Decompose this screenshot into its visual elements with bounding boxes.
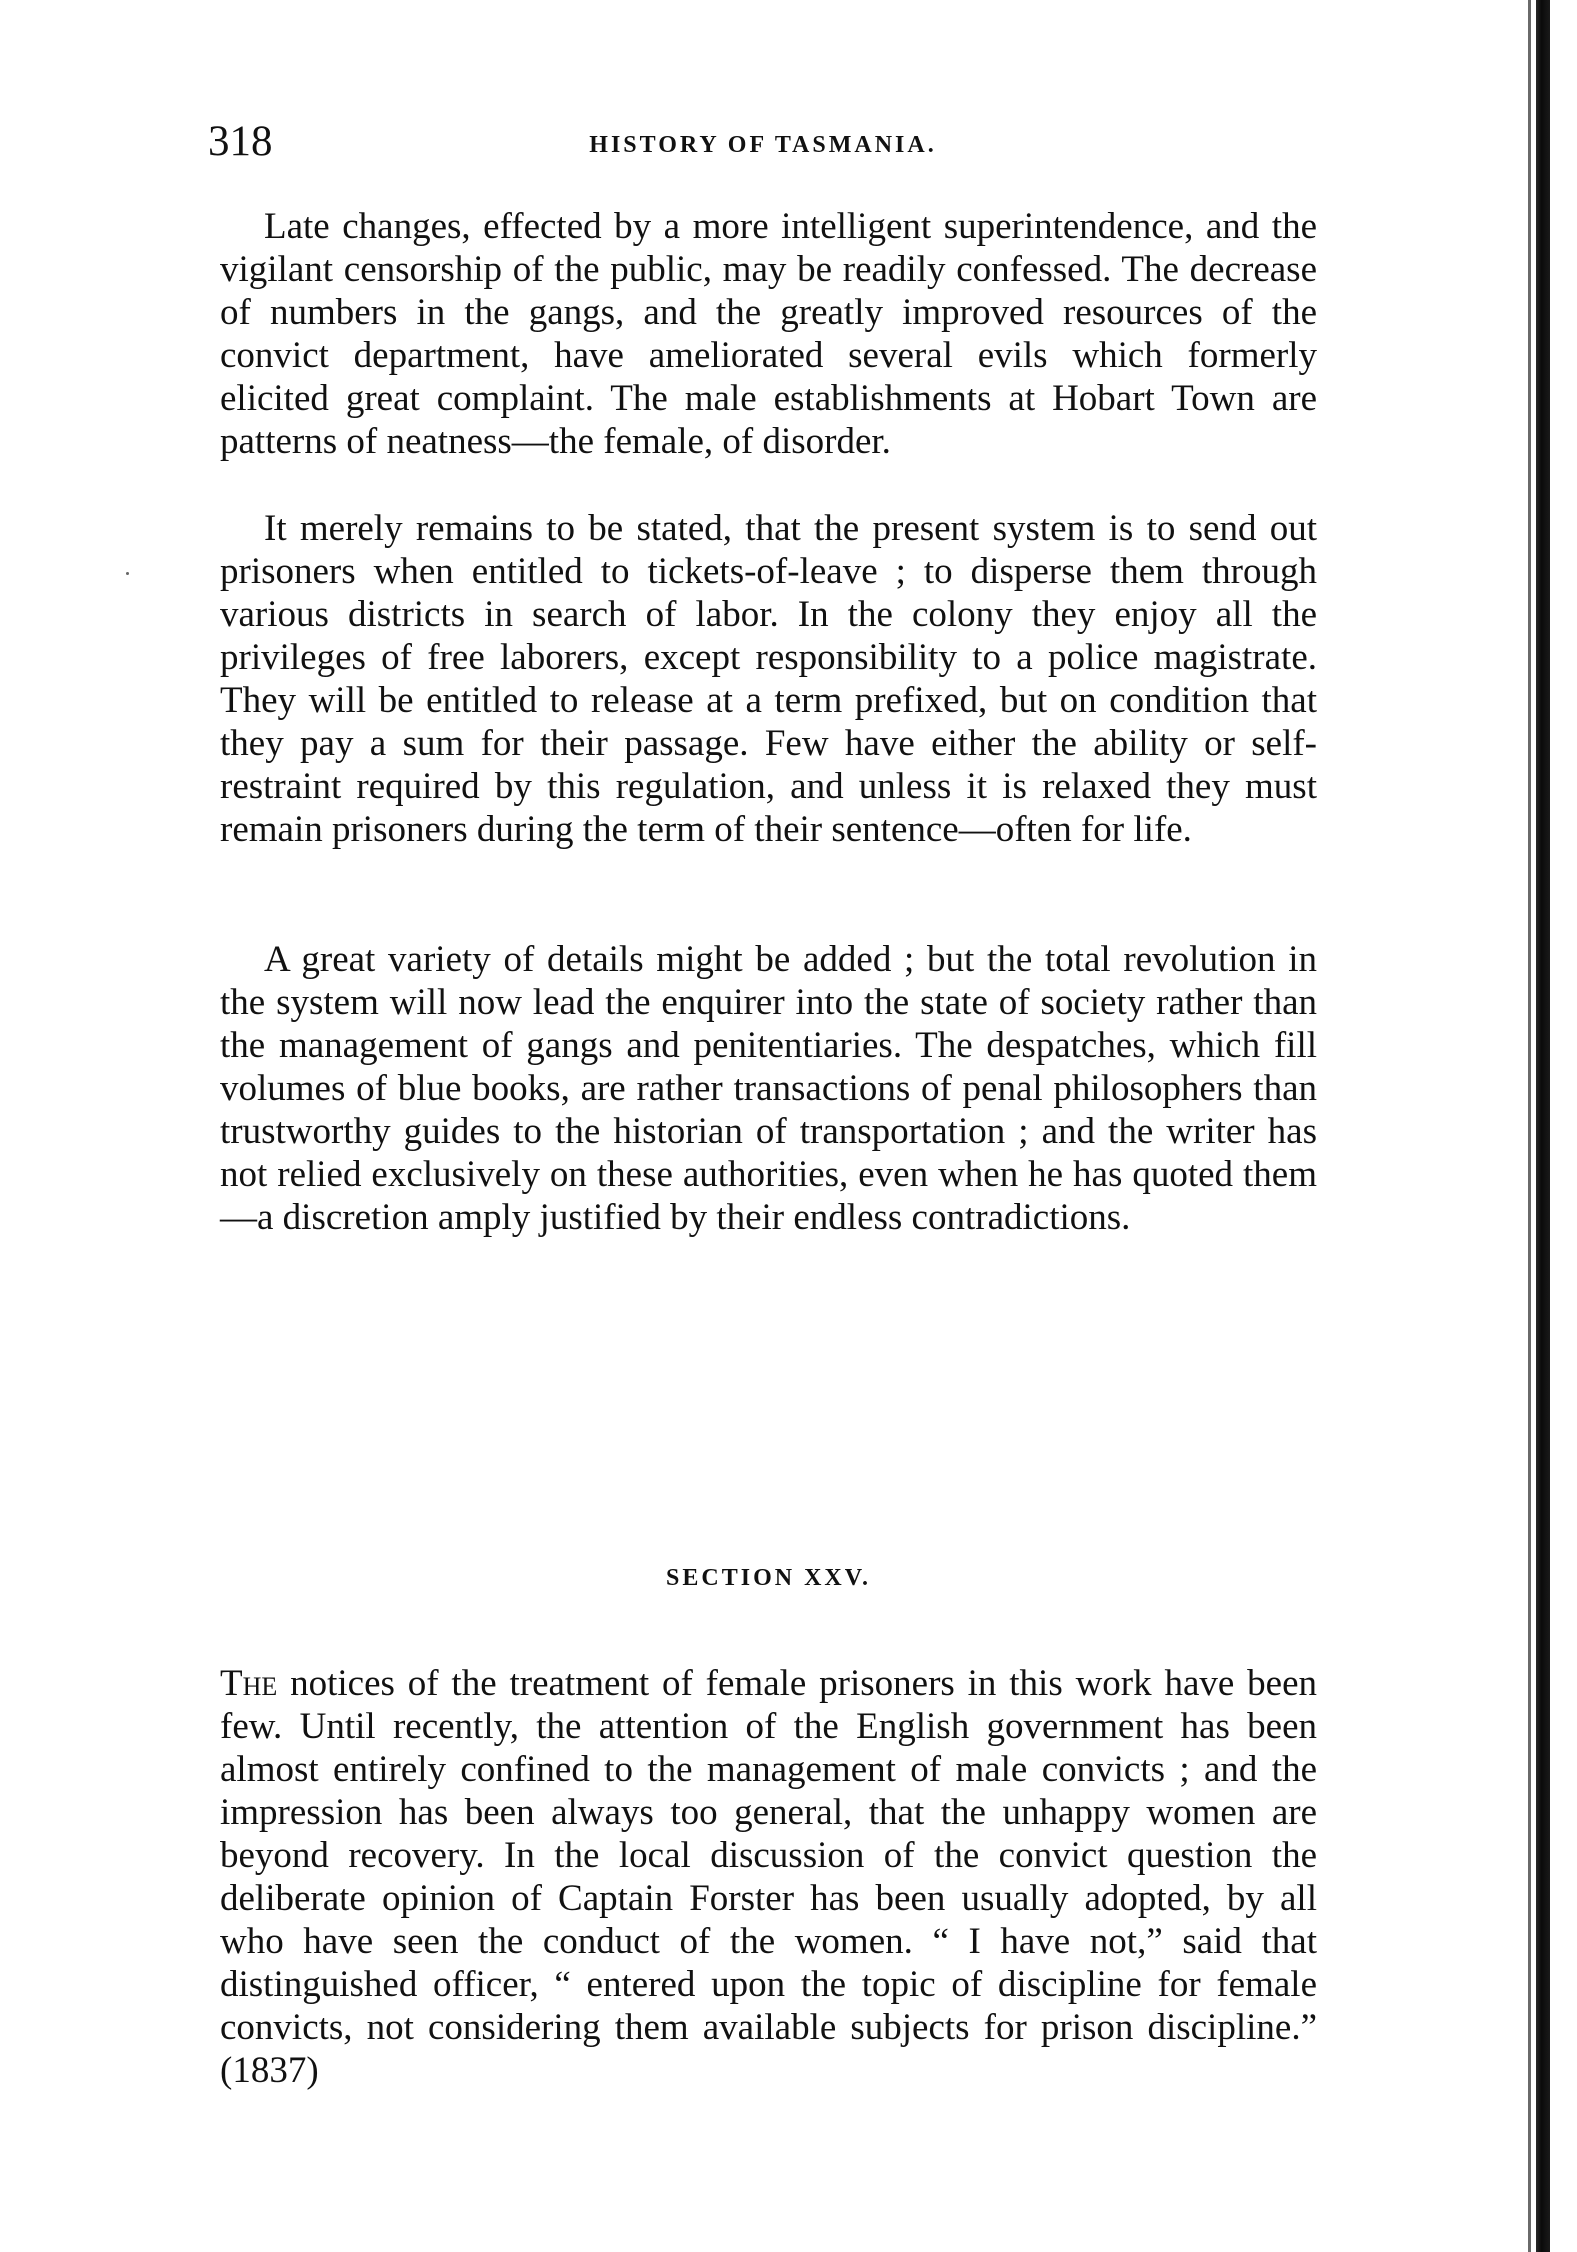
paragraph-late-changes: Late changes, effected by a more intelligent superintendence, and the vigilant censorship of the public, may be readily confessed. The decrease of numbers in the gangs, and the greatly improved resources of the convict department, have ameliorated several evils which formerly elicited great complaint. The male establishments at Hobart Town are patterns of neatness—the female, of disorder. [220,206,1317,462]
paper-speck [126,572,129,575]
running-title: HISTORY OF TASMANIA. [589,132,937,158]
paragraph-present-system: It merely remains to be stated, that the present system is to send out prisoners when entitled to tickets-of-leave ; to disperse them through various districts in search of labor. In the colony they enjoy all the privileges of free laborers, except responsibility to a police magistrate. They will be entitled to release at a term prefixed, but on condition that they pay a sum for their passage. Few have either the ability or self-restraint required by this regulation, and unless it is relaxed they must remain prisoners during the term of their sentence—often for life. [220,508,1317,850]
page-edge-shadow [1528,0,1531,2252]
page-number: 318 [208,118,273,165]
book-spine-edge [1536,0,1550,2252]
section-heading: SECTION XXV. [666,1565,871,1591]
paragraph-variety-of-details: A great variety of details might be added ; but the total revolution in the system will now lead the enquirer into the state of society rather than the management of gangs and penitentiaries. The despatches, which fill volumes of blue books, are rather transactions of penal philosophers than trustworthy guides to the historian of transportation ; and the writer has not relied exclusively on these authorities, even when he has quoted them—a discretion amply justified by their endless contradictions. [220,939,1317,1238]
section-paragraph-text: notices of the treatment of female prisoners in this work have been few. Until recently, the attention of the English government has been almost entirely confined to the management of male convicts ; and the impression has been always too general, that the unhappy women are beyond recovery. In the local discussion of the convict question the deliberate opinion of Captain Forster has been usually adopted, by all who have seen the conduct of the women. “ I have not,” said that distinguished officer, “ entered upon the topic of discipline for female convicts, not considering them available subjects for prison discipline.” (1837) [220,1663,1317,2091]
section-lead-word: The [220,1663,278,1704]
paragraph-female-prisoners [220,1662,1317,2092]
running-head [208,112,1318,172]
